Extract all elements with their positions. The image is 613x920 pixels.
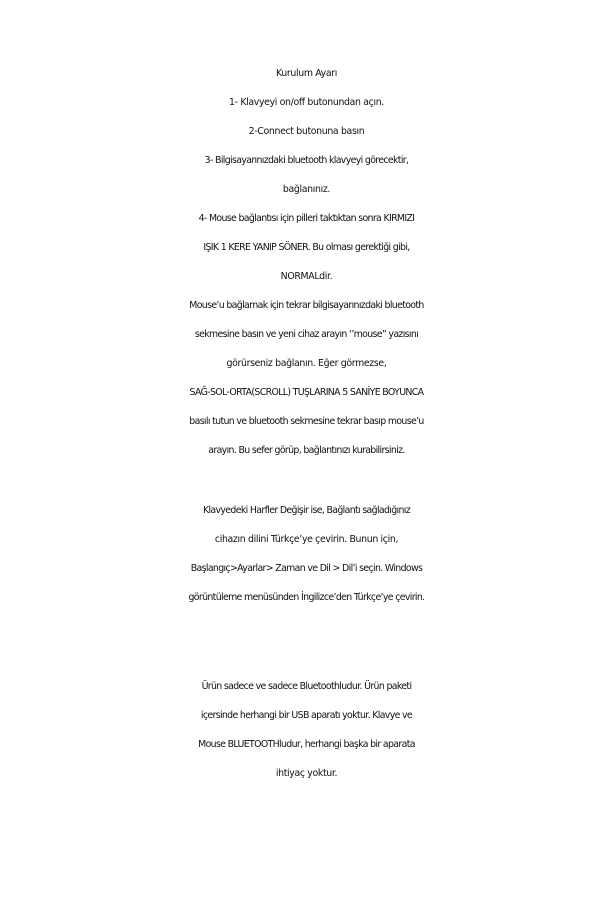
setup-step-4-end: NORMALdir. <box>280 271 333 282</box>
setup-step-3: 3- Bilgisayarınızdaki bluetooth klavyeyi görecektir, <box>204 155 409 166</box>
setup-step-4-cont: IŞIK 1 KERE YANIP SÖNER. Bu olması gerektiği gibi, <box>203 242 410 253</box>
setup-step-3-cont: bağlanınız. <box>282 184 331 195</box>
mouse-pairing-line-1: Mouse’u bağlamak için tekrar bilgisayarınızdaki bluetooth <box>189 300 424 311</box>
mouse-pairing-line-4: SAĞ-SOL-ORTA(SCROLL) TUŞLARINA 5 SANİYE BOYUNCA <box>189 387 424 398</box>
bluetooth-note-line-4: ihtiyaç yoktur. <box>275 768 338 779</box>
keyboard-language-line-4: görüntüleme menüsünden İngilizce’den Türkçe’ye çevirin. <box>188 592 425 603</box>
setup-step-2: 2-Connect butonuna basın <box>248 126 365 137</box>
mouse-pairing-line-2: sekmesine basın ve yeni cihaz arayın ‘’mouse” yazısını <box>194 329 419 340</box>
mouse-pairing-line-3: görürseniz bağlanın. Eğer görmezse, <box>226 358 387 369</box>
bluetooth-note-line-1: Ürün sadece ve sadece Bluetoothludur. Ürün paketi <box>201 681 412 692</box>
setup-title: Kurulum Ayarı <box>275 68 338 79</box>
keyboard-language-line-2: cihazın dilini Türkçe’ye çevirin. Bunun için, <box>214 534 399 545</box>
setup-step-4: 4- Mouse bağlantısı için pilleri taktıktan sonra KIRMIZI <box>198 213 415 224</box>
keyboard-language-line-1: Klavyedeki Harfler Değişir ise, Bağlantı sağladığınız <box>202 505 411 516</box>
mouse-pairing-line-6: arayın. Bu sefer görüp, bağlantınızı kurabilirsiniz. <box>208 445 405 456</box>
setup-step-1: 1- Klavyeyi on/off butonundan açın. <box>229 97 384 108</box>
bluetooth-note-line-3: Mouse BLUETOOTHludur, herhangi başka bir aparata <box>198 739 415 750</box>
keyboard-language-line-3: Başlangıç>Ayarlar> Zaman ve Dil > Dil’i seçin. Windows <box>190 563 423 574</box>
mouse-pairing-line-5: basılı tutun ve bluetooth sekmesine tekrar basıp mouse’u <box>189 416 424 427</box>
bluetooth-note-line-2: içersinde herhangi bir USB aparatı yoktur. Klavye ve <box>200 710 413 721</box>
